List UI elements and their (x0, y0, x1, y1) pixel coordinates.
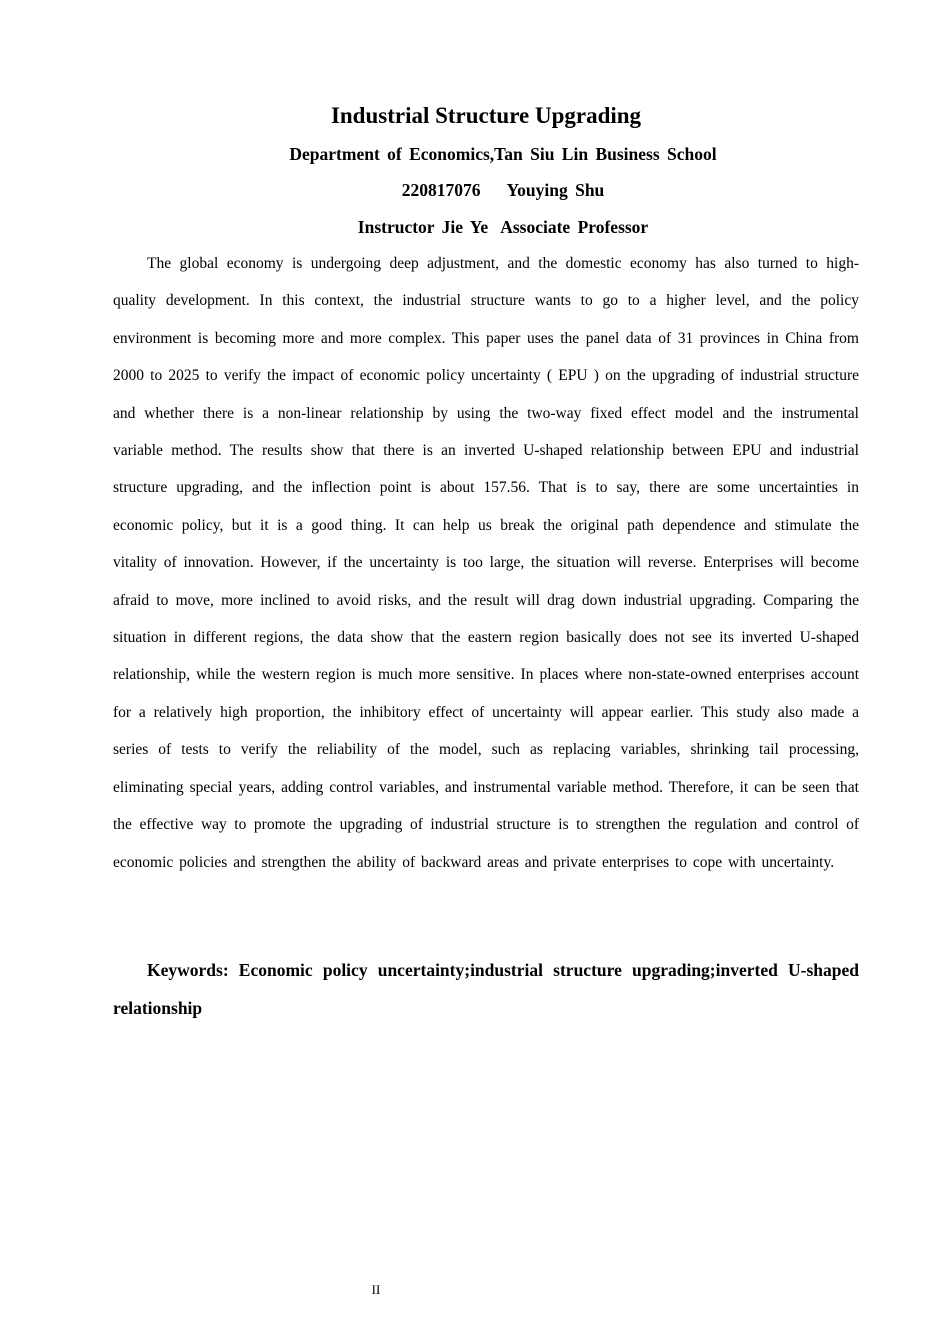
student-id: 220817076 (401, 180, 481, 200)
abstract-paragraph: The global economy is undergoing deep adjustment, and the domestic economy has also turned to high-quality development. In this context, the industrial structure wants to go to a higher level, and the policy environment is becoming more and more complex. This paper uses the panel data of 31 provinces in China from 2000 to 2025 to verify the impact of economic policy uncertainty ( EPU ) on the upgrading of industrial structure and whether there is a non-linear relationship by using the two-way fixed effect model and the instrumental variable method. The results show that there is an inverted U-shaped relationship between EPU and industrial structure upgrading, and the inflection point is about 157.56. That is to say, there are some uncertainties in economic policy, but it is a good thing. It can help us break the original path dependence and stimulate the vitality of innovation. However, if the uncertainty is too large, the situation will reverse. Enterprises will become afraid to move, more inclined to avoid risks, and the result will drag down industrial upgrading. Comparing the situation in different regions, the data show that the eastern region basically does not see its inverted U-shaped relationship, while the western region is much more sensitive. In places where non-state-owned enterprises account for a relatively high proportion, the inhibitory effect of uncertainty will appear earlier. This study also made a series of tests to verify the reliability of the model, such as replacing variables, shrinking tail processing, eliminating special years, adding control variables, and instrumental variable method. Therefore, it can be seen that the effective way to promote the upgrading of industrial structure is to strengthen the regulation and control of economic policies and strengthen the ability of backward areas and private enterprises to cope with uncertainty. (113, 255, 859, 871)
student-line (0, 178, 950, 202)
instructor-name: Instructor Jie Ye (357, 217, 489, 237)
instructor-title: Associate Professor (500, 217, 649, 237)
department-line: Department of Economics,Tan Siu Lin Business School (289, 144, 717, 164)
instructor-line (0, 215, 950, 239)
student-name: Youying Shu (506, 180, 605, 200)
keywords-paragraph: Keywords: Economic policy uncertainty;industrial structure upgrading;inverted U-shaped relationship (113, 960, 859, 1018)
page-number: II (371, 1282, 381, 1297)
paper-title: Industrial Structure Upgrading (330, 103, 642, 128)
